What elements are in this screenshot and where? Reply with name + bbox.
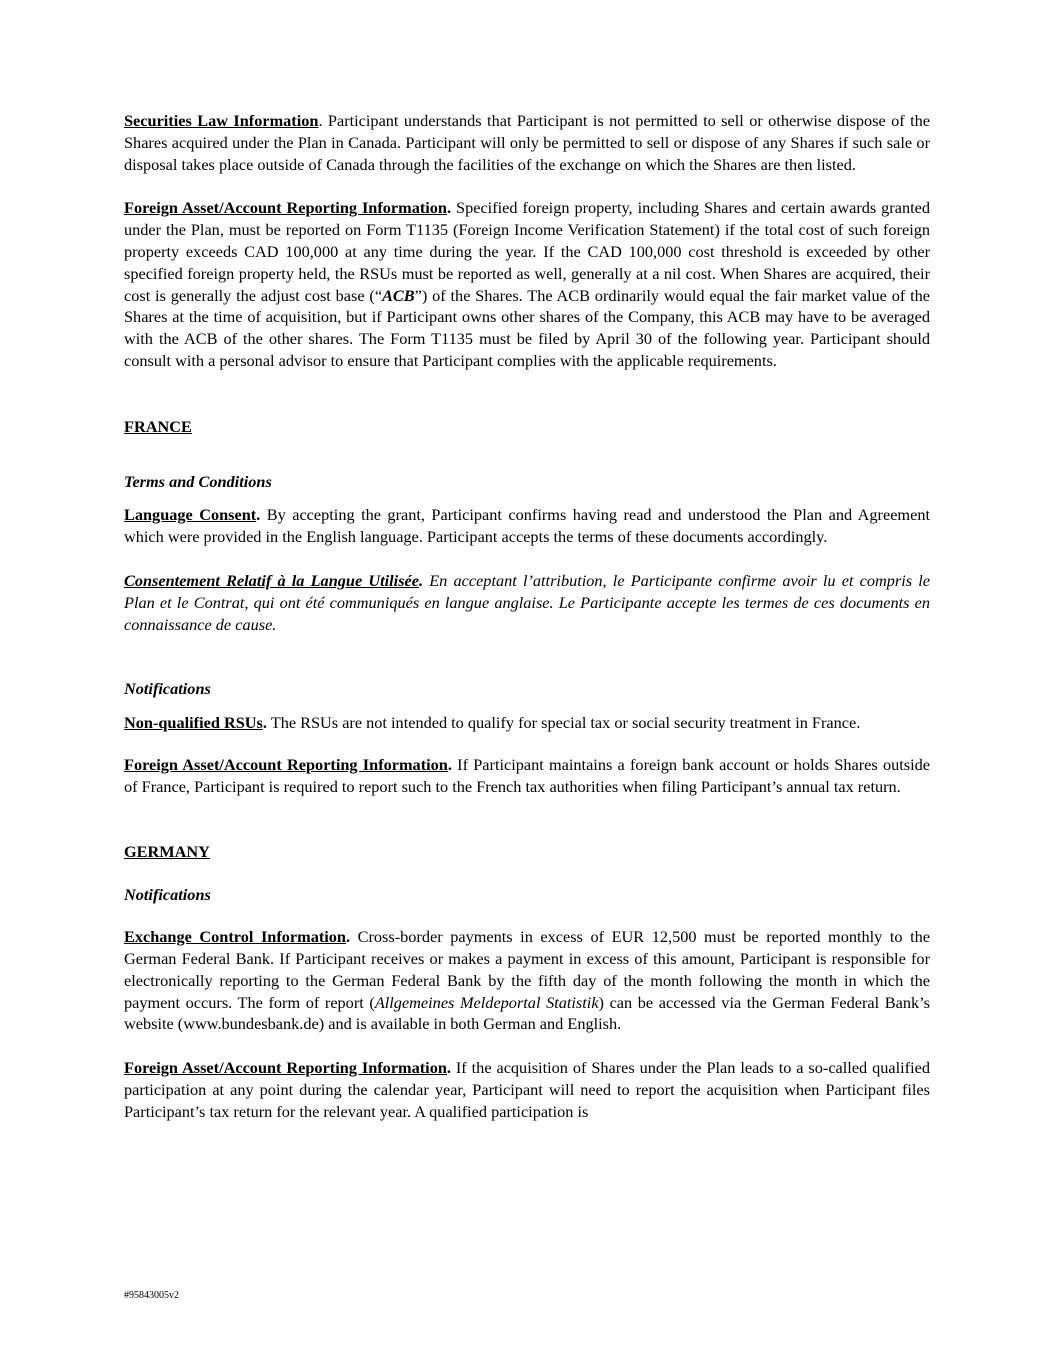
consentement-heading: Consentement Relatif à la Langue Utilisée [124,570,419,590]
france-terms-title: Terms and Conditions [124,471,272,491]
securities-law-paragraph: Securities Law Information. Participant understands that Participant is not permitted to sell or otherwise dispose of the Shares acquired under the Plan in Canada. Participant will only be permitted to sell or dispose of any Shares if such sale or disposal takes place outside of Canada through the facilities of the exchange on which the Shares are then listed. [124,111,931,174]
nonqualified-rsus-heading: Non-qualified RSUs [124,713,263,733]
france-foreign-asset-heading: Foreign Asset/Account Reporting Information [124,754,448,774]
consentement-paragraph: Consentement Relatif à la Langue Utilisée. En acceptant l’attribution, le Participante confirme avoir lu et compris le Plan et le Contrat, qui ont été communiqués en langue anglaise. Le Participante accepte les termes de ces documents en connaissance de cause. [124,570,931,634]
securities-law-heading: Securities Law Information [124,111,319,130]
germany-foreign-asset-heading: Foreign Asset/Account Reporting Information [124,1058,447,1078]
france-notifications-title: Notifications [124,679,211,699]
language-consent-heading: Language Consent [124,505,257,525]
document-id-footer: #95843005v2 [124,1290,179,1301]
exchange-control-heading: Exchange Control Information [124,927,346,947]
exchange-control-paragraph: Exchange Control Information. Cross-border payments in excess of EUR 12,500 must be reported monthly to the German Federal Bank. If Participant receives or makes a payment in excess of this amount, Participant is responsible for electronically reporting to the German Federal Bank by the fifth day of the month following the month in which the payment occurs. The form of report (Allgemeines Meldeportal Statistik) can be accessed via the German Federal Bank’s website (www.bundesbank.de) and is available in both German and English. [124,927,931,1034]
france-country-heading: FRANCE [124,416,192,436]
germany-country-heading: GERMANY [124,841,210,861]
canada-foreign-asset-paragraph: Foreign Asset/Account Reporting Information. Specified foreign property, including Shares and certain awards granted under the Plan, must be reported on Form T1135 (Foreign Income Verification Statement) if the total cost of such foreign property exceeds CAD 100,000 at any time during the year. If the CAD 100,000 cost threshold is exceeded by other specified foreign property held, the RSUs must be reported as well, generally at a nil cost. When Shares are acquired, their cost is generally the adjust cost base (“ACB”) of the Shares. The ACB ordinarily would equal the fair market value of the Shares at the time of acquisition, but if Participant owns other shares of the Company, this ACB may have to be averaged with the ACB of the other shares. The Form T1135 must be filed by April 30 of the following year. Participant should consult with a personal advisor to ensure that Participant complies with the applicable requirements. [124,198,931,370]
germany-foreign-asset-paragraph: Foreign Asset/Account Reporting Information. If the acquisition of Shares under the Plan leads to a so-called qualified participation at any point during the calendar year, Participant will need to report the acquisition when Participant files Participant’s tax return for the relevant year. A qualified participation is [124,1058,930,1121]
canada-foreign-asset-heading: Foreign Asset/Account Reporting Information [124,198,447,218]
document-page [124,110,930,1123]
acb-term: ACB [382,285,415,305]
language-consent-paragraph: Language Consent. By accepting the grant, Participant confirms having read and understood the Plan and Agreement which were provided in the English language. Participant accepts the terms of these documents accordingly. [124,505,930,547]
germany-notifications-title: Notifications [124,885,211,905]
report-form-name: Allgemeines Meldeportal Statistik [374,992,599,1012]
nonqualified-rsus-paragraph: Non-qualified RSUs. The RSUs are not intended to qualify for special tax or social security treatment in France. [124,713,861,733]
france-foreign-asset-paragraph: Foreign Asset/Account Reporting Information. If Participant maintains a foreign bank account or holds Shares outside of France, Participant is required to report such to the French tax authorities when filing Participant’s annual tax return. [124,754,930,796]
